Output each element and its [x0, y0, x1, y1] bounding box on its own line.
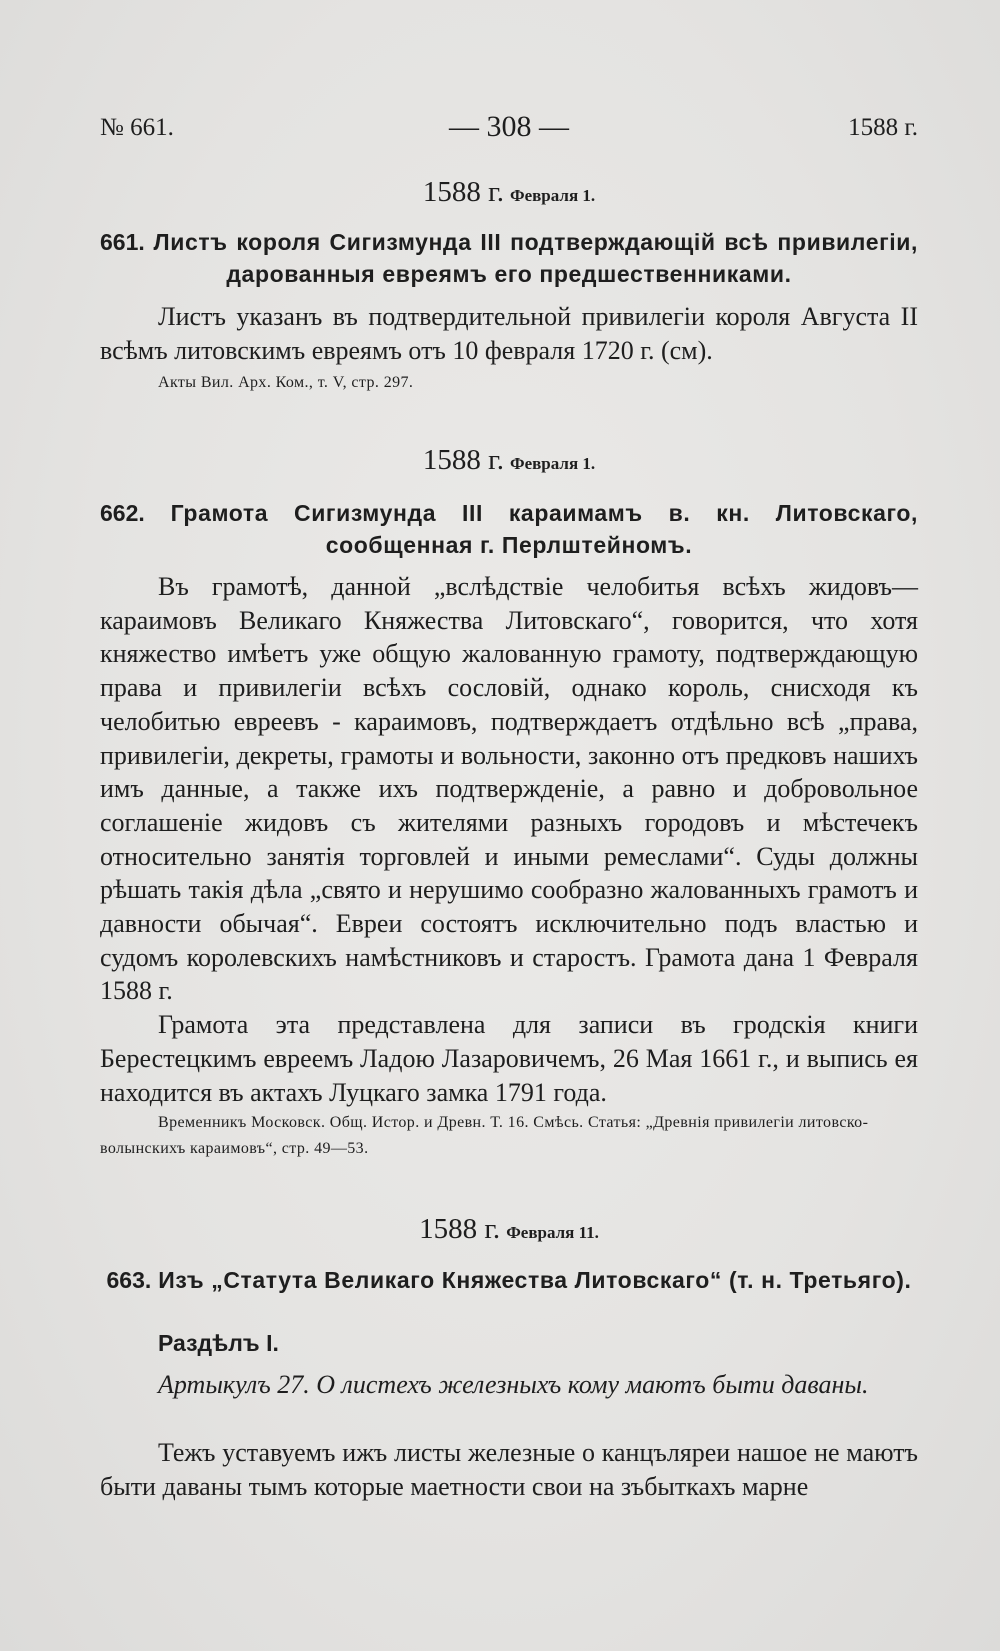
entry-date-year: 1588 г.: [422, 176, 504, 208]
entry-body: [100, 570, 918, 1109]
entry-date: [100, 1213, 918, 1246]
article-heading: Артыкулъ 27. О листехъ железныхъ кому маютъ быти даваны.: [158, 1370, 869, 1399]
header-document-number: № 661.: [100, 114, 174, 141]
entry-paragraph: Тежъ уставуемъ ижъ листы железные о канцъляреи нашое не маютъ быти даваны тымъ которые маетности свои на зъбыткахъ марне: [100, 1438, 918, 1501]
header-page-number: — 308 —: [449, 110, 569, 143]
header-year: 1588 г.: [848, 114, 918, 141]
entry-date: [100, 444, 918, 477]
entry-date-year: 1588 г.: [422, 444, 504, 476]
entry-heading: [100, 1264, 918, 1296]
entry-date-year: 1588 г.: [419, 1213, 501, 1245]
entry-title: Грамота Сигизмунда III караимамъ в. кн. Литовскаго, сообщенная г. Перлштейномъ.: [170, 500, 918, 558]
entry-heading: [100, 497, 918, 561]
page-header: [100, 110, 918, 146]
entry-number: 661.: [100, 229, 145, 255]
entry-title: Листъ короля Сигизмунда III подтверждающій всѣ привилегіи, дарованныя евреямъ его предшественниками.: [153, 229, 918, 287]
section-heading: Раздѣлъ I.: [158, 1330, 279, 1356]
entry-body: [100, 300, 918, 367]
entry-paragraph: Листъ указанъ въ подтвердительной привилегіи короля Августа II всѣмъ литовскимъ евреямъ отъ 10 февраля 1720 г. (см).: [100, 302, 918, 365]
entry-date-day: Февраля 1.: [509, 454, 596, 473]
entry-reference: Временникъ Московск. Общ. Истор. и Древн. Т. 16. Смѣсь. Статья: „Древнія привилегіи литовско-волынскихъ караимовъ“, стр. 49—53.: [100, 1114, 869, 1157]
entry-number: 663.: [106, 1267, 152, 1293]
entry-title: Изъ „Статута Великаго Княжества Литовскаго“ (т. н. Третьяго).: [158, 1267, 912, 1293]
entry-date-day: Февраля 1.: [509, 186, 596, 205]
entry-reference: Акты Вил. Арх. Ком., т. V, стр. 297.: [158, 374, 414, 391]
entry-heading: [100, 226, 918, 290]
entry-paragraph: Въ грамотѣ, данной „вслѣдствіе челобитья всѣхъ жидовъ—караимовъ Великаго Княжества Литовскаго“, говорится, что хотя княжество имѣетъ уже общую жалованную грамоту, подтверждающую права и привилегіи всѣхъ сословій, однако король, снисходя къ челобитью евреевъ - караимовъ, подтверждаетъ отдѣльно всѣ „права, привилегіи, декреты, грамоты и вольности, законно отъ предковъ нашихъ имъ данные, а также ихъ подтвержденіе, а равно и добровольное соглашеніе жидовъ съ жителями разныхъ городовъ и мѣстечекъ относительно занятія торговлей и иными ремеслами“. Суды должны рѣшать такія дѣла „свято и нерушимо сообразно жалованныхъ грамотъ и давности обычая“. Евреи состоятъ исключительно подъ властью и судомъ королевскихъ намѣстниковъ и старостъ. Грамота дана 1 Февраля 1588 г.: [100, 572, 918, 1006]
entry-date: [100, 176, 918, 209]
entry-body: [100, 1436, 918, 1503]
entry-number: 662.: [100, 500, 145, 526]
entry-date-day: Февраля 11.: [506, 1223, 599, 1242]
entry-paragraph: Грамота эта представлена для записи въ гродскія книги Берестецкимъ евреемъ Ладою Лазаровичемъ, 26 Мая 1661 г., и выпись ея находится въ актахъ Луцкаго замка 1791 года.: [100, 1010, 918, 1107]
